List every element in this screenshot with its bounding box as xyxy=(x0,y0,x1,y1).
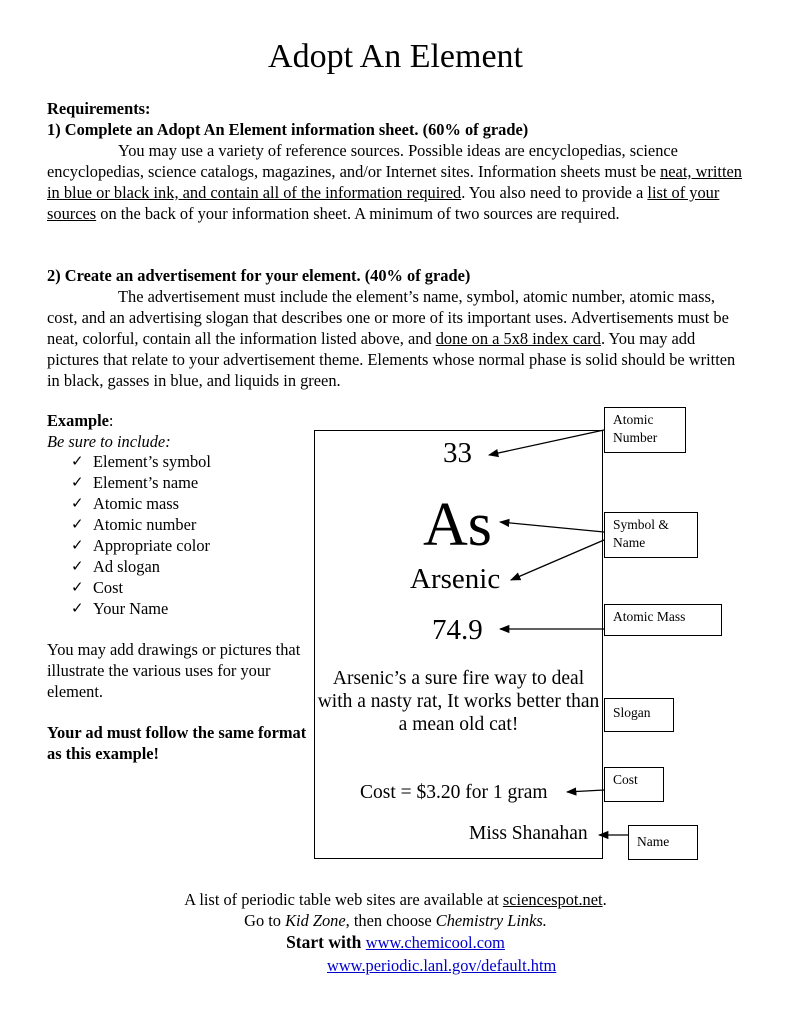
card-atomic-number: 33 xyxy=(443,437,472,469)
card-cost: Cost = $3.20 for 1 gram xyxy=(360,782,548,803)
card-slogan: Arsenic’s a sure fire way to deal with a nasty rat, It works better than a mean old cat! xyxy=(317,668,600,735)
example-colon: : xyxy=(108,411,114,430)
example-section xyxy=(47,410,171,452)
checklist-label: Atomic number xyxy=(93,515,197,534)
follow-format-note: Your ad must follow the same format as this example! xyxy=(47,723,307,763)
callout-atomic-mass: Atomic Mass xyxy=(604,604,722,636)
footer-line-1 xyxy=(0,890,791,910)
start-with-label: Start with xyxy=(286,932,366,952)
footer-line2-a: Go to xyxy=(244,911,286,930)
footer-line1-end: . xyxy=(602,890,607,909)
requirement-1-text xyxy=(47,140,747,224)
checklist-label: Element’s symbol xyxy=(93,452,211,471)
list-item xyxy=(71,493,211,514)
chemicool-link[interactable]: www.chemicool.com xyxy=(365,933,505,952)
req2-part1: The advertisement must include the element’s name, symbol, atomic number, atomic mass, cost, and an advertising slogan that describes one or more of its important uses. Advertisements must be neat, colorful, contain all the information listed above, and xyxy=(47,287,729,348)
list-item xyxy=(71,514,211,535)
drawings-note: You may add drawings or pictures that illustrate the various uses for your element. xyxy=(47,640,301,701)
example-subheading: Be sure to include: xyxy=(47,432,171,451)
footer-line-4 xyxy=(327,956,556,976)
sciencespot-link[interactable]: sciencespot.net xyxy=(502,890,603,909)
req1-part3: on the back of your information sheet. A minimum of two sources are required. xyxy=(96,204,620,223)
req1-part1: You may use a variety of reference sources. Possible ideas are encyclopedias, science encyclopedias, science catalogs, magazines, and/or Internet sites. Information sheets must be xyxy=(47,141,678,181)
example-heading: Example xyxy=(47,411,109,430)
checklist-label: Your Name xyxy=(93,599,169,618)
footer-line-3 xyxy=(0,932,791,953)
checklist-label: Appropriate color xyxy=(93,536,210,555)
checklist-label: Atomic mass xyxy=(93,494,180,513)
requirement-2-text xyxy=(47,286,747,391)
requirement-1-heading: 1) Complete an Adopt An Element information sheet. (60% of grade) xyxy=(47,120,529,139)
callout-name: Name xyxy=(628,825,698,860)
checklist xyxy=(71,451,211,619)
list-item xyxy=(71,577,211,598)
card-element-name: Arsenic xyxy=(410,563,501,595)
footer-line-2 xyxy=(0,911,791,931)
requirements-heading: Requirements: xyxy=(47,99,151,118)
checkmark-icon: ✓ xyxy=(71,473,84,491)
req2-underlined: done on a 5x8 index card xyxy=(435,329,601,348)
req1-underlined-2: list of your sources xyxy=(47,183,720,223)
card-author: Miss Shanahan xyxy=(469,823,588,844)
list-item xyxy=(71,472,211,493)
checkmark-icon: ✓ xyxy=(71,536,84,554)
list-item xyxy=(71,535,211,556)
callout-cost: Cost xyxy=(604,767,664,802)
callout-symbol-name: Symbol & Name xyxy=(604,512,698,558)
req1-part2: . You also need to provide a xyxy=(461,183,648,202)
req1-underlined-1: neat, written in blue or black ink, and contain all of the information required xyxy=(47,162,742,202)
checklist-label: Element’s name xyxy=(93,473,199,492)
checkmark-icon: ✓ xyxy=(71,494,84,512)
footer-line2-b: , then choose xyxy=(345,911,436,930)
kid-zone-label: Kid Zone xyxy=(285,911,346,930)
footer-line1-text: A list of periodic table web sites are available at xyxy=(184,890,503,909)
checklist-label: Cost xyxy=(93,578,124,597)
periodic-lanl-link[interactable]: www.periodic.lanl.gov/default.htm xyxy=(327,956,557,975)
list-item xyxy=(71,556,211,577)
checkmark-icon: ✓ xyxy=(71,578,84,596)
card-atomic-mass: 74.9 xyxy=(432,614,483,646)
requirement-2-heading: 2) Create an advertisement for your element. (40% of grade) xyxy=(47,266,471,285)
card-element-symbol: As xyxy=(423,491,492,559)
checkmark-icon: ✓ xyxy=(71,452,84,470)
checkmark-icon: ✓ xyxy=(71,557,84,575)
checkmark-icon: ✓ xyxy=(71,599,84,617)
callout-atomic-number: Atomic Number xyxy=(604,407,686,453)
list-item xyxy=(71,451,211,472)
chemistry-links-label: Chemistry Links. xyxy=(435,911,547,930)
page-title: Adopt An Element xyxy=(268,38,523,75)
checklist-label: Ad slogan xyxy=(93,557,160,576)
req2-part2: . You may add pictures that relate to your advertisement theme. Elements whose normal phase is solid should be written in black, gasses in blue, and liquids in green. xyxy=(47,329,736,390)
callout-slogan: Slogan xyxy=(604,698,674,732)
checkmark-icon: ✓ xyxy=(71,515,84,533)
list-item xyxy=(71,598,211,619)
